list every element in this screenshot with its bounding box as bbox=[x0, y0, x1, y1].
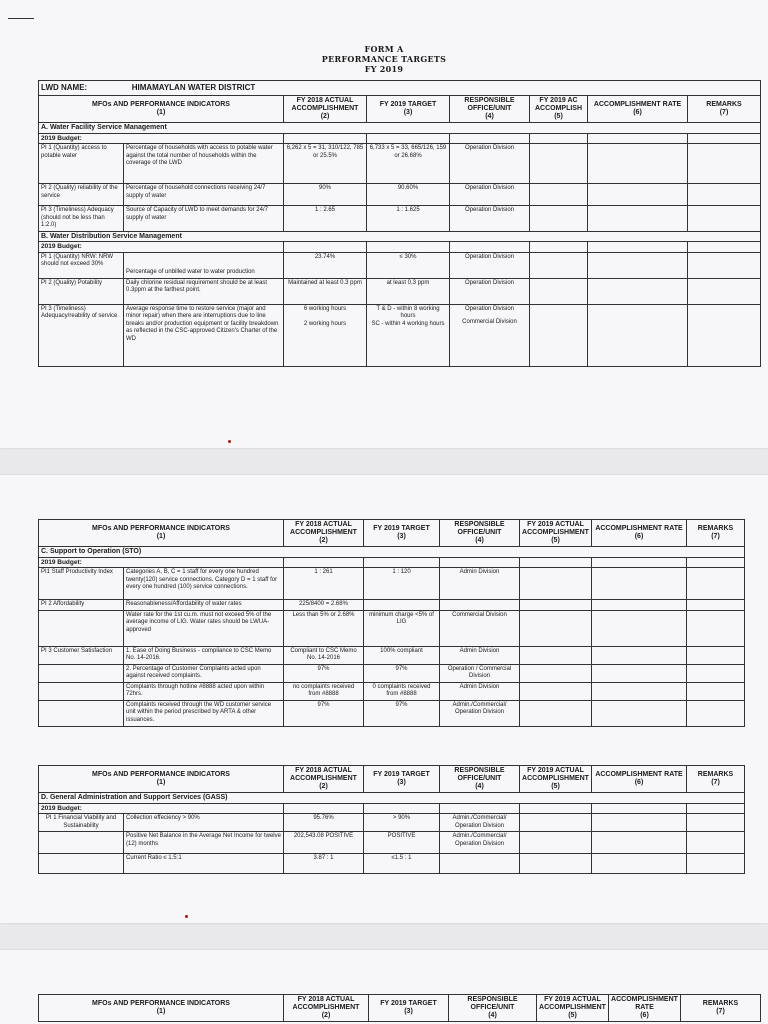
table-row: Current Ratio ≤ 1.5:1 3.87 : 1 ≤1.5 : 1 bbox=[39, 854, 745, 874]
table-row: PI 2 Affordability Reasonableness/Affordability of water rates 225/8400 = 2.68% bbox=[39, 600, 745, 611]
budget-label: 2019 Budget: bbox=[39, 803, 284, 814]
header-fy2018: FY 2018 ACTUAL ACCOMPLISHMENT (2) bbox=[284, 520, 364, 547]
header-fy2018: FY 2018 ACTUAL ACCOMPLISHMENT (2) bbox=[284, 995, 369, 1022]
header-fy2019: FY 2019 TARGET (3) bbox=[369, 995, 449, 1022]
header-fy2019-ac: FY 2019 AC ACCOMPLISH (5) bbox=[530, 96, 588, 123]
table-header-row bbox=[39, 520, 745, 547]
table-row: PI1 Staff Productivity Index Categories A, B, C = 1 staff for every one hundred twenty(120) service connections. Category D = 1 staff for every one hundred (100) service connections. 1 : 261 1 : 120 Admin Division bbox=[39, 568, 745, 600]
header-office: RESPONSIBLE OFFICE/UNIT (4) bbox=[440, 520, 520, 547]
header-fy2018: FY 2018 ACTUAL ACCOMPLISHMENT (2) bbox=[284, 766, 364, 793]
header-fy2019: FY 2019 TARGET (3) bbox=[367, 96, 450, 123]
lwd-name-row: LWD NAME: HIMAMAYLAN WATER DISTRICT bbox=[39, 81, 761, 96]
performance-table-3 bbox=[38, 765, 745, 874]
header-remarks: REMARKS (7) bbox=[687, 766, 745, 793]
header-fy2019-ac: FY 2019 ACTUAL ACCOMPLISHMENT (5) bbox=[520, 520, 592, 547]
section-c-title: C. Support to Operation (STO) bbox=[39, 547, 745, 558]
performance-table-2 bbox=[38, 519, 745, 727]
page-sheet-3 bbox=[0, 950, 768, 1024]
section-a-title: A. Water Facility Service Management bbox=[39, 123, 761, 134]
table-row: PI 3 Customer Satisfaction 1. Ease of Doing Business - compliance to CSC Memo No. 14-2016. Compliant to CSC Memo No. 14-2016 100% compliant Admin Division bbox=[39, 646, 745, 664]
ink-mark bbox=[228, 440, 231, 443]
table-row: PI 2 (Quality) Potability Daily chlorine residual requirement should be at least 0.3ppm at the farthest point. Maintained at least 0.3 ppm at least 0.3 ppm Operation Division bbox=[39, 278, 761, 304]
table-row: Complaints through hotline #8888 acted upon within 72hrs. no complaints received from #8888 0 complaints received from #8888 Admin Division bbox=[39, 682, 745, 700]
table-header-row bbox=[39, 766, 745, 793]
budget-label: 2019 Budget: bbox=[39, 557, 284, 568]
header-fy2019-ac: FY 2019 ACTUAL ACCOMPLISHMENT (5) bbox=[537, 995, 609, 1022]
header-mfo: MFOs AND PERFORMANCE INDICATORS (1) bbox=[39, 766, 284, 793]
budget-label: 2019 Budget: bbox=[39, 242, 284, 253]
header-office: RESPONSIBLE OFFICE/UNIT (4) bbox=[440, 766, 520, 793]
header-mfo: MFOs AND PERFORMANCE INDICATORS (1) bbox=[39, 96, 284, 123]
performance-table-1 bbox=[38, 80, 761, 367]
header-rate: ACCOMPLISHMENT RATE (6) bbox=[588, 96, 688, 123]
section-b-title: B. Water Distribution Service Management bbox=[39, 231, 761, 242]
table-row: PI 1 (Quantity) NRW: NRW should not exceed 30% Percentage of unbilled water to water production 23.74% ≤ 30% Operation Division bbox=[39, 252, 761, 278]
header-rate: ACCOMPLISHMENT RATE (6) bbox=[609, 995, 681, 1022]
table-header-row bbox=[39, 995, 761, 1022]
performance-table-4 bbox=[38, 994, 761, 1022]
header-remarks: REMARKS (7) bbox=[687, 520, 745, 547]
form-title: FORM A PERFORMANCE TARGETS FY 2019 bbox=[321, 44, 447, 74]
header-fy2019-ac: FY 2019 ACTUAL ACCOMPLISHMENT (5) bbox=[520, 766, 592, 793]
table-row: PI 2 (Quality) reliability of the service Percentage of household connections receiving 24/7 supply of water 90% 90.60% Operation Division bbox=[39, 184, 761, 206]
header-rate: ACCOMPLISHMENT RATE (6) bbox=[592, 766, 687, 793]
section-d-title: D. General Administration and Support Services (GASS) bbox=[39, 793, 745, 804]
lwd-name-value: HIMAMAYLAN WATER DISTRICT bbox=[131, 83, 256, 92]
margin-mark bbox=[8, 18, 34, 19]
header-fy2019: FY 2019 TARGET (3) bbox=[364, 520, 440, 547]
header-rate: ACCOMPLISHMENT RATE (6) bbox=[592, 520, 687, 547]
table-row: Water rate for the 1st cu.m. must not exceed 5% of the average income of LIG. Water rates should be LWUA-approved Less than 5% or 2.68% minimum charge <5% of LIG Commercial Division bbox=[39, 610, 745, 646]
header-office: RESPONSIBLE OFFICE/UNIT (4) bbox=[449, 995, 537, 1022]
page-sheet-1 bbox=[0, 0, 768, 448]
header-fy2019: FY 2019 TARGET (3) bbox=[364, 766, 440, 793]
page-sheet-2 bbox=[0, 475, 768, 923]
header-office: RESPONSIBLE OFFICE/UNIT (4) bbox=[450, 96, 530, 123]
table-row: 2. Percentage of Customer Complaints acted upon against received complaints. 97% 97% Operation / Commercial Division bbox=[39, 664, 745, 682]
table-row: PI 1 (Quantity) access to potable water Percentage of households with access to potable water against the total number of households within the coverage of the LWD 6,262 x 5 = 31, 310/122, 785 or 25.5% 6,733 x 5 = 33, 665/126, 159 or 26.68% Operation Division bbox=[39, 144, 761, 184]
table-row: PI 3 (Timeliness) Adequacy/reability of service Average response time to restore service (major and minor repair) when there are interruptions due to line breaks and/or production equipment or facility breakdown as reflected in the CSC-approved Citizen's Charter of the WD 6 working hours 2 working hours T & D - within 8 working hours SC - within 4 working hours Operation Division Commercial Division bbox=[39, 304, 761, 366]
header-fy2018: FY 2018 ACTUAL ACCOMPLISHMENT (2) bbox=[284, 96, 367, 123]
ink-mark bbox=[185, 915, 188, 918]
table-row: PI 3 (Timeliness) Adequacy (should not be less than 1:2.0) Source of Capacity of LWD to meet demands for 24/7 supply of water 1 : 2.65 1 : 1.625 Operation Division bbox=[39, 206, 761, 232]
header-remarks: REMARKS (7) bbox=[688, 96, 761, 123]
table-row: Positive Net Balance in the Average Net Income for twelve (12) months 202,543.08 POSITIVE POSITIVE Admin./Commercial/ Operation Division bbox=[39, 832, 745, 854]
header-mfo: MFOs AND PERFORMANCE INDICATORS (1) bbox=[39, 995, 284, 1022]
header-mfo: MFOs AND PERFORMANCE INDICATORS (1) bbox=[39, 520, 284, 547]
table-row: Complaints received through the WD customer service unit within the period prescribed by ARTA & other issuances. 97% 97% Admin./Commercial/ Operation Division bbox=[39, 700, 745, 726]
header-remarks: REMARKS (7) bbox=[681, 995, 761, 1022]
table-header-row bbox=[39, 96, 761, 123]
table-row: PI 1 Financial Viability and Sustainability Collection effeciency > 90% 95.76% > 90% Admin./Commercial/ Operation Division bbox=[39, 814, 745, 832]
budget-label: 2019 Budget: bbox=[39, 133, 284, 144]
